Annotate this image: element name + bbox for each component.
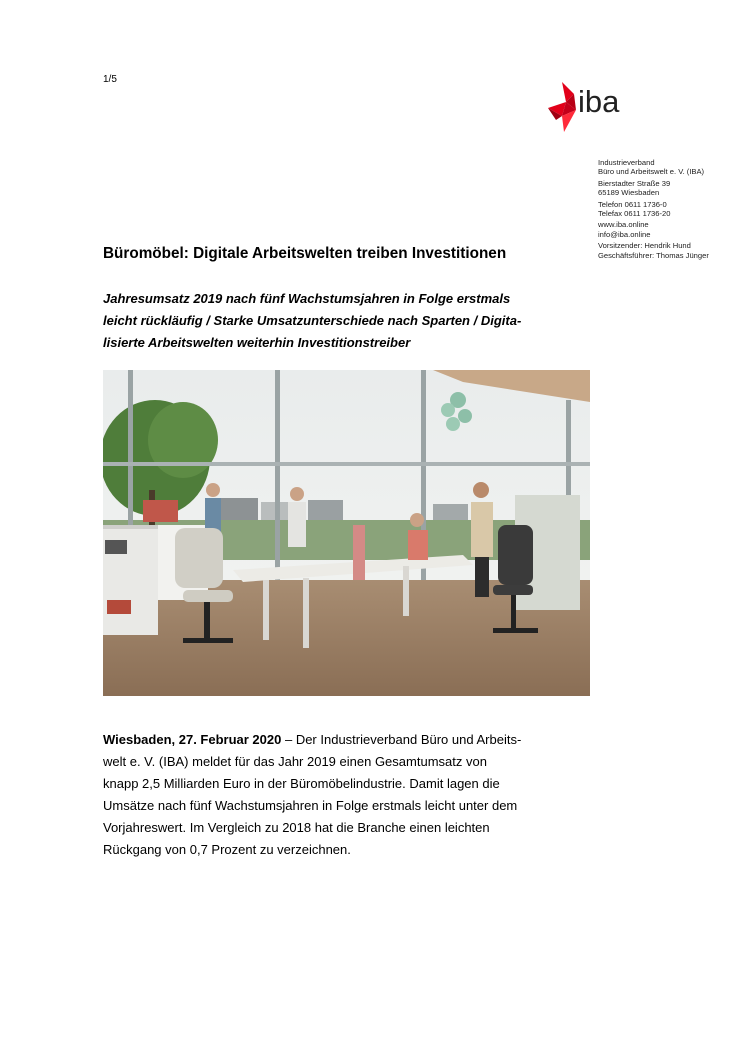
org-name-line2: Büro und Arbeitswelt e. V. (IBA) <box>598 167 705 177</box>
dateline: Wiesbaden, 27. Februar 2020 <box>103 732 282 747</box>
subtitle-line-2: leicht rückläufig / Starke Umsatzunterschiede nach Sparten / Digita- <box>103 313 522 328</box>
body-line-6: Rückgang von 0,7 Prozent zu verzeichnen. <box>103 842 351 857</box>
subtitle-line-1: Jahresumsatz 2019 nach fünf Wachstumsjahren in Folge erstmals <box>103 291 511 306</box>
fax-number: Telefax 0611 1736-20 <box>598 209 671 219</box>
office-photo <box>103 370 590 696</box>
street-address: Bierstadter Straße 39 <box>598 178 671 188</box>
body-line-1 <box>103 729 603 751</box>
city-address: 65189 Wiesbaden <box>598 188 660 198</box>
subtitle-line-3: lisierte Arbeitswelten weiterhin Investitionstreiber <box>103 335 411 350</box>
body-line-2: welt e. V. (IBA) meldet für das Jahr 2019 einen Gesamtumsatz von <box>103 754 487 769</box>
email-link[interactable]: info@iba.online <box>598 229 651 239</box>
website-link[interactable]: www.iba.online <box>598 220 649 230</box>
sender-address-block <box>598 158 709 262</box>
iba-logo <box>548 80 648 136</box>
page-title: Büromöbel: Digitale Arbeitswelten treiben Investitionen <box>103 245 507 262</box>
body-line-5: Vorjahreswert. Im Vergleich zu 2018 hat die Branche einen leichten <box>103 820 490 835</box>
body-paragraph <box>103 729 603 861</box>
org-name-line1: Industrieverband <box>598 158 655 167</box>
body-line-3: knapp 2,5 Milliarden Euro in der Büromöbelindustrie. Damit lagen die <box>103 776 500 791</box>
body-line-1-text: – Der Industrieverband Büro und Arbeits- <box>281 732 522 747</box>
phone-number: Telefon 0611 1736-0 <box>598 199 667 209</box>
chairman: Vorsitzender: Hendrik Hund <box>598 241 691 251</box>
logo-wordmark: iba <box>578 84 620 119</box>
iba-logo-mark-icon <box>548 80 578 136</box>
managing-director: Geschäftsführer: Thomas Jünger <box>598 250 709 260</box>
page-number: 1/5 <box>103 74 117 85</box>
subtitle <box>103 288 595 354</box>
body-line-4: Umsätze nach fünf Wachstumsjahren in Folge erstmals leicht unter dem <box>103 798 518 813</box>
